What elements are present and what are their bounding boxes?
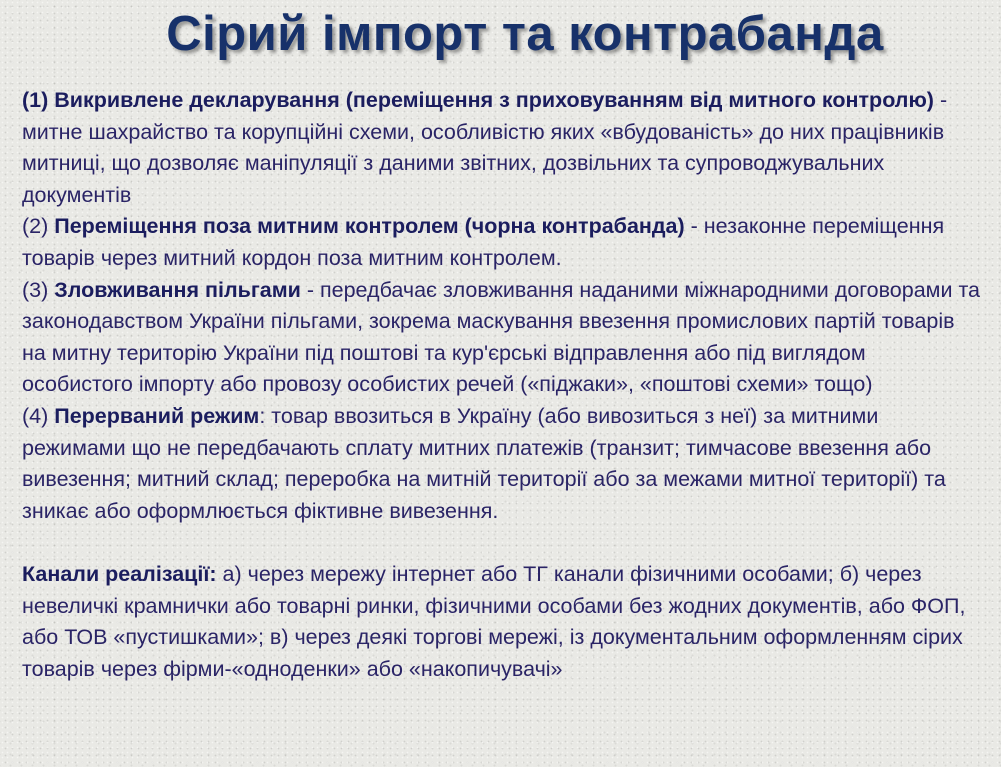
channels-text: а) через мережу інтернет або ТГ канали фізичними особами; б) через невеличкі крамнички або товарні ринки, фізичними особами без жодних документів, або ФОП, або ТОВ «пустишками»; в) через деякі торгові мережі, із документальним оформленням сірих товарів через фірми-«одноденки» або «накопичувачі» [22, 561, 966, 681]
paragraph-item-3 [22, 275, 982, 401]
item-4-bold: Перерваний режим [54, 403, 260, 428]
item-4-number: (4) [22, 403, 55, 428]
item-2-number: (2) [22, 214, 55, 239]
paragraph-spacer [22, 527, 982, 559]
paragraph-item-4 [22, 401, 982, 527]
item-1-bold: Викривлене декларування (переміщення з приховуванням від митного контролю) [54, 88, 934, 112]
paragraph-channels [22, 559, 982, 685]
item-1-number: (1) [22, 88, 55, 112]
item-2-bold: Переміщення поза митним контролем (чорна контрабанда) [54, 214, 685, 239]
slide-title: Сірий імпорт та контрабанда [166, 7, 884, 61]
item-2-text: - незаконне переміщення товарів через митний кордон поза митним контролем. [22, 214, 945, 270]
paragraph-item-2 [22, 211, 982, 274]
item-3-bold: Зловживання пільгами [54, 277, 301, 302]
item-1-text: - митне шахрайство та корупційні схеми, особливістю яких «вбудованість» до них працівників митниці, що дозволяє маніпуляції з даними звітних, дозвільних та супроводжувальних документів [22, 88, 948, 207]
item-3-number: (3) [22, 277, 55, 302]
channels-heading: Канали реалізації: [22, 561, 217, 586]
item-3-text: - передбачає зловживання наданими міжнародними договорами та законодавством України пільгами, зокрема маскування ввезення промислових партій товарів на митну територію України під поштові та кур'єрські відправлення або під виглядом особистого імпорту або провозу особистих речей («піджаки», «поштові схеми» тощо) [22, 277, 981, 397]
item-4-text: : товар ввозиться в Україну (або вивозиться з неї) за митними режимами що не передбачають сплату митних платежів (транзит; тимчасове ввезення або вивезення; митний склад; переробка на митній території або за межами митної території) та зникає або оформлюється фіктивне вивезення. [22, 403, 946, 523]
slide-content [22, 85, 982, 685]
item-1-heading [22, 88, 934, 112]
paragraph-item-1 [22, 85, 982, 211]
